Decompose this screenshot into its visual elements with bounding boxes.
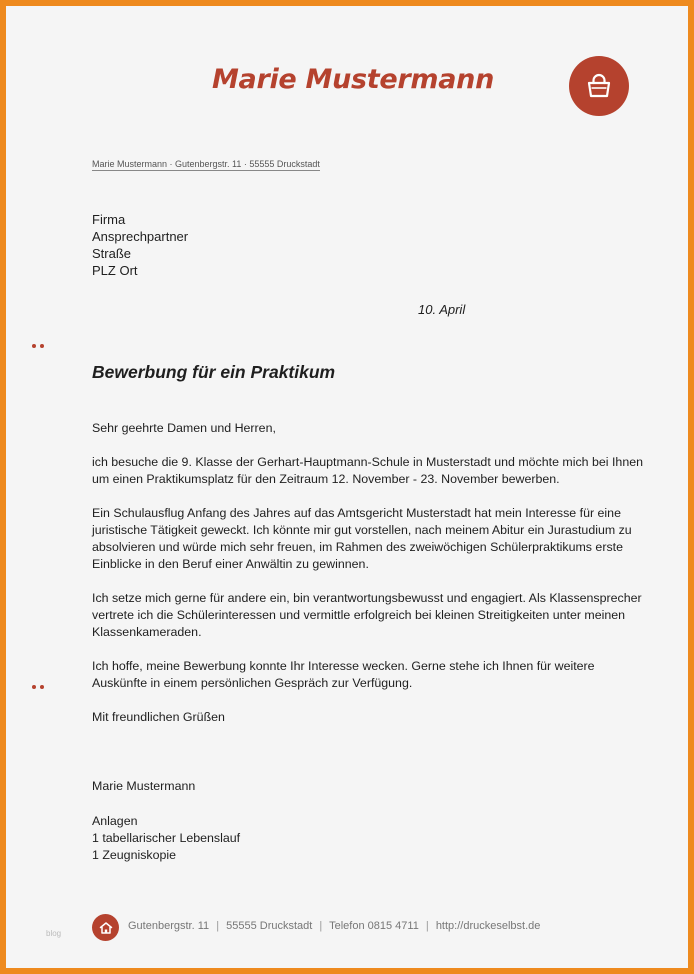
body-paragraph: Ein Schulausflug Anfang des Jahres auf das Amtsgericht Musterstadt hat mein Interesse für eine juristische Tätigkeit geweckt. Ich könnte mir gut vorstellen, nach meinem Abitur ein Jurastudium zu absolvieren und würde mich sehr freuen, im Rahmen des zweiwöchigen Schülerpraktikums erste Einblicke in den Beruf einer Anwältin zu gewinnen.	[92, 506, 632, 571]
footer-separator: |	[216, 920, 220, 932]
sender-name-title: Marie Mustermann	[211, 64, 495, 95]
logo-badge	[569, 56, 629, 116]
footer-phone: Telefon 0815 4711	[329, 920, 419, 932]
attachment-item: 1 tabellarischer Lebenslauf	[92, 831, 241, 845]
sender-return-address: Marie Mustermann · Gutenbergstr. 11 · 55555 Druckstadt	[92, 159, 320, 169]
footer-website[interactable]: http://druckeselbst.de	[435, 920, 541, 932]
letter-subject: Bewerbung für ein Praktikum	[92, 362, 336, 382]
salutation: Sehr geehrte Damen und Herren,	[92, 421, 276, 435]
recipient-city: PLZ Ort	[92, 263, 138, 278]
body-paragraph: ich besuche die 9. Klasse der Gerhart-Hauptmann-Schule in Musterstadt und möchte mich bei Ihnen um einen Praktikumsplatz für den Zeitraum 12. November - 23. November bewerben.	[92, 455, 643, 486]
footer-separator: |	[319, 920, 323, 932]
handbag-icon	[583, 70, 615, 102]
body-paragraph: Ich setze mich gerne für andere ein, bin verantwortungsbewusst und engagiert. Als Klassensprecher vertrete ich die Schülerinteressen und vermittle erfolgreich bei kleinen Streitigkeiten unter meinen Klassenkameraden.	[92, 591, 642, 639]
fold-mark-top	[32, 344, 44, 348]
attachments	[92, 813, 240, 864]
footer-contact	[128, 920, 540, 932]
recipient-contact: Ansprechpartner	[92, 229, 189, 244]
fold-mark-bottom	[32, 685, 44, 689]
footer-home-badge	[92, 914, 119, 941]
signature-name: Marie Mustermann	[92, 779, 196, 793]
body-paragraph: Ich hoffe, meine Bewerbung konnte Ihr Interesse wecken. Gerne stehe ich Ihnen für weitere Auskünfte in einem persönlichen Gespräch zur Verfügung.	[92, 659, 595, 690]
attachment-item: 1 Zeugniskopie	[92, 848, 177, 862]
letter-date: 10. April	[418, 302, 466, 317]
footer-separator: |	[425, 920, 429, 932]
footer-city: 55555 Druckstadt	[226, 920, 313, 932]
watermark: blog	[46, 929, 62, 938]
recipient-address	[92, 211, 188, 279]
footer-address: Gutenbergstr. 11	[128, 920, 210, 932]
recipient-company: Firma	[92, 212, 126, 227]
closing: Mit freundlichen Grüßen	[92, 710, 225, 724]
recipient-street: Straße	[92, 246, 132, 261]
attachments-title: Anlagen	[92, 814, 138, 828]
home-icon	[98, 920, 114, 936]
letter-body	[92, 420, 652, 743]
